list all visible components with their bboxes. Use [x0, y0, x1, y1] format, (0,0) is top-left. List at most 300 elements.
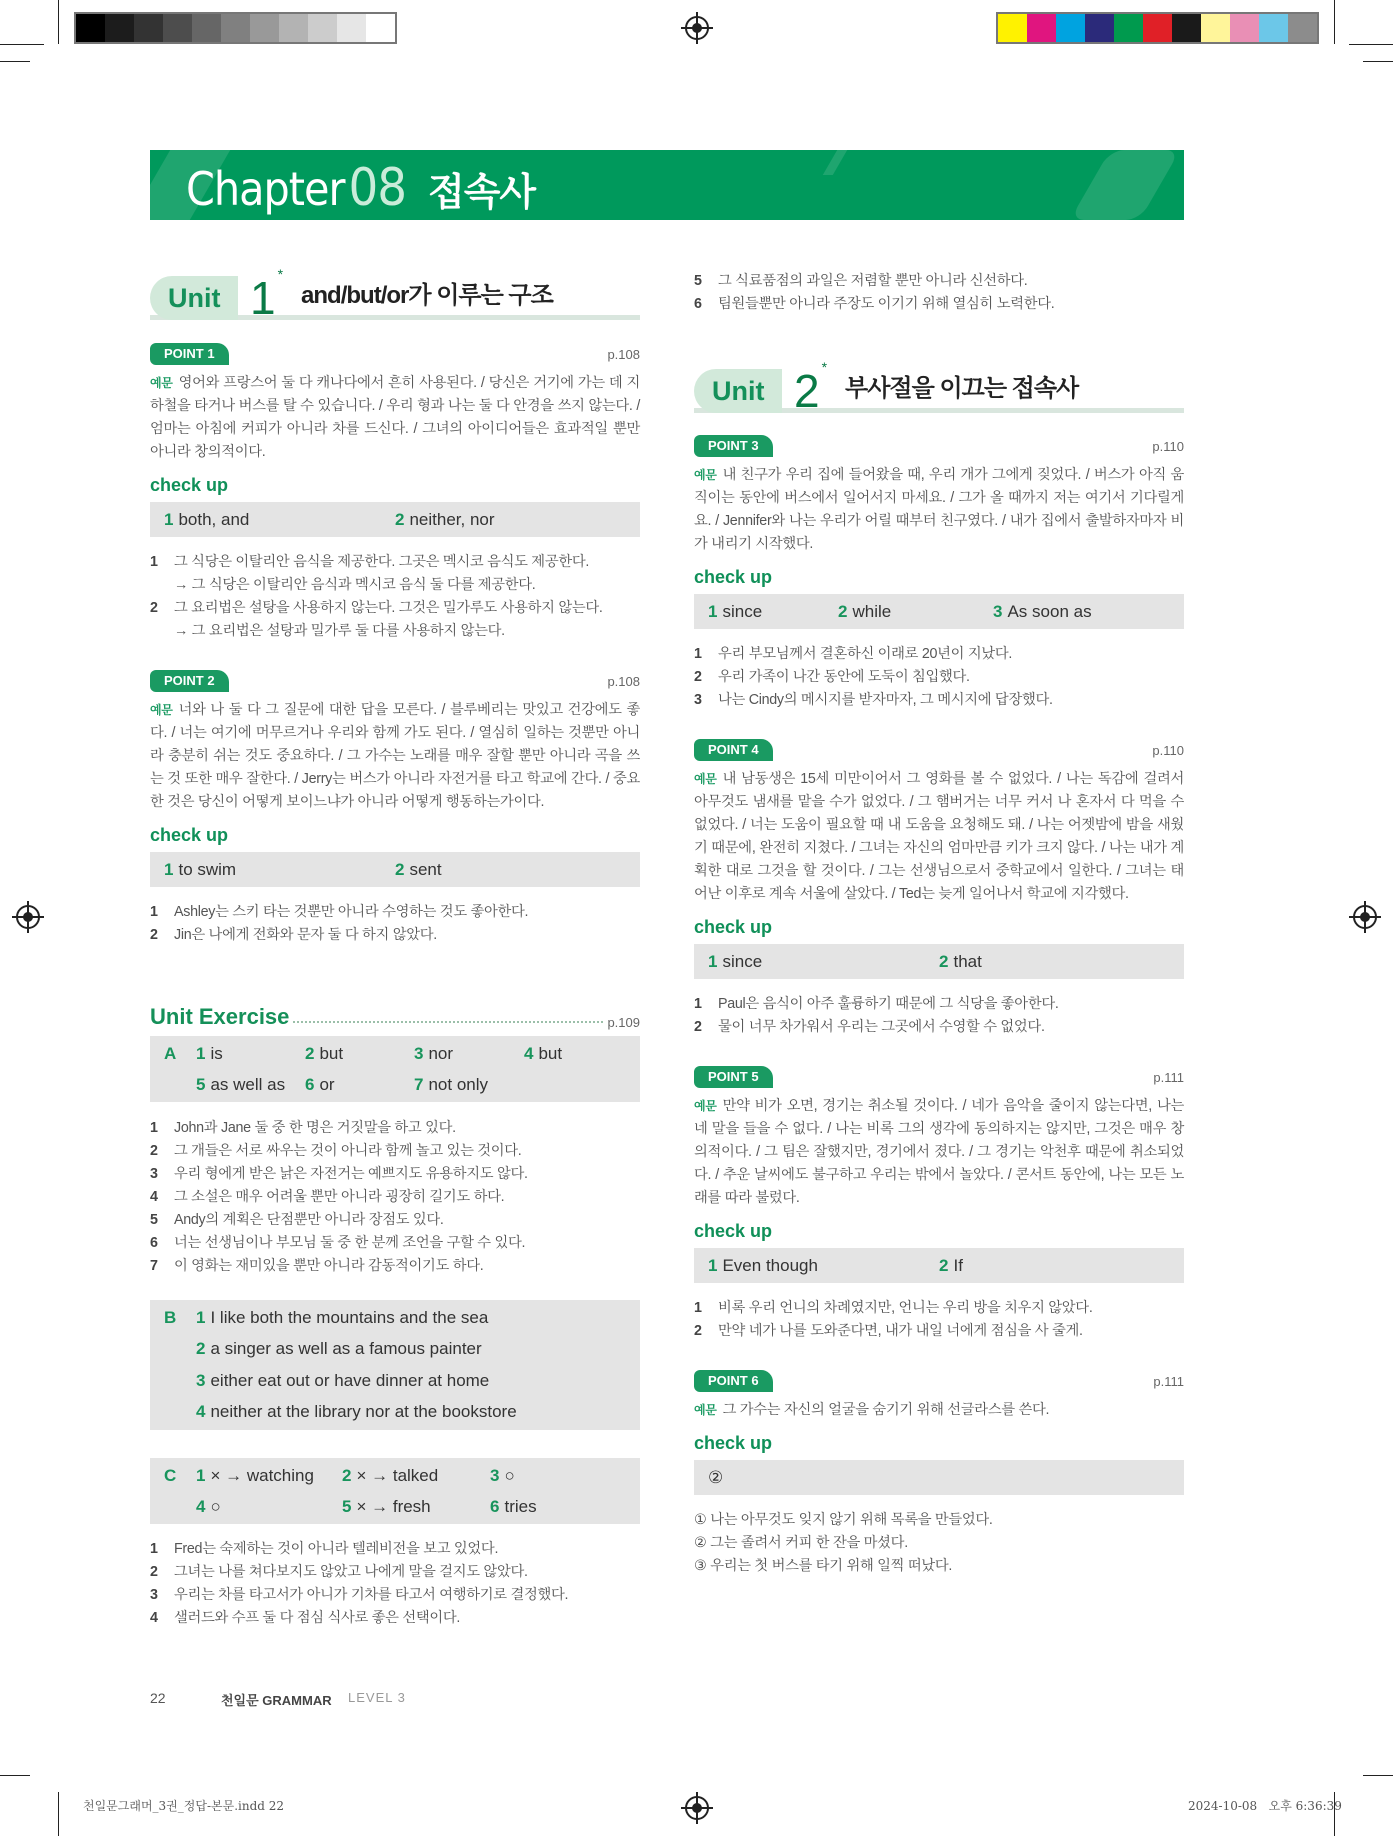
point-4-section	[694, 739, 1184, 1039]
item-number: 3	[150, 1587, 158, 1603]
point-badge: POINT 4	[694, 739, 773, 761]
answer-text: I like both the mountains and the sea	[210, 1307, 489, 1327]
item-text: 샐러드와 수프 둘 다 점심 식사로 좋은 선택이다.	[174, 1610, 461, 1626]
item-number: 1	[694, 996, 702, 1012]
unit-label: Unit	[694, 369, 782, 413]
item-number: 1	[150, 1120, 158, 1136]
exercise-label: B	[164, 1307, 177, 1327]
item-number	[150, 574, 174, 597]
item-number: 1	[694, 646, 702, 662]
point-2-section	[150, 670, 640, 947]
answer	[196, 1497, 342, 1517]
item-text: 팀원들뿐만 아니라 주장도 이기기 위해 열심히 노력한다.	[718, 296, 1055, 312]
answer-number: 1	[196, 1307, 206, 1327]
answer-number: 2	[939, 951, 949, 971]
list-item	[150, 574, 640, 597]
answer-number: 3	[414, 1043, 424, 1063]
answer-number: 1	[708, 951, 718, 971]
crop-mark	[1334, 0, 1335, 44]
list-item	[150, 1186, 640, 1209]
list-item	[694, 270, 1184, 293]
color-swatch	[366, 14, 395, 42]
translation-list	[694, 643, 1184, 712]
crop-mark	[0, 44, 44, 45]
answer-text: or	[319, 1074, 335, 1094]
color-swatch	[250, 14, 279, 42]
exercise-label: A	[164, 1043, 177, 1063]
check-up-heading: check up	[694, 1221, 773, 1241]
answer-text: but	[319, 1043, 344, 1063]
list-item	[150, 1209, 640, 1232]
color-swatch	[105, 14, 134, 42]
answer	[164, 510, 395, 530]
example-text: 영어와 프랑스어 둘 다 캐나다에서 흔히 사용된다. / 당신은 거기에 가는 데 지하철을 타거나 버스를 탈 수 있습니다. / 우리 형과 나는 둘 다 안경을 쓰지 않는다. / 엄마는 아침에 커피가 아니라 차를 드신다. / 그녀의 아이디어들은 효과적일 뿐만 아니라 창의적이다.	[150, 375, 640, 460]
example-text: 내 남동생은 15세 미만이어서 그 영화를 볼 수 없었다. / 나는 독감에 걸려서 아무것도 냄새를 맡을 수가 없었다. / 그 햄버거는 너무 커서 나 혼자서 다 먹을 수 없었다. / 너는 도움이 필요할 때 내 도움을 요청해도 돼. / 나는 어젯밤에 밤을 새웠기 때문에, 완전히 지쳤다. / 그녀는 자신의 엄마만큼 키가 크지 않다. / 나는 내가 계획한 대로 그것을 할 것이다. / 그는 선생님으로서 중학교에서 일한다. / 그녀는 태어난 이후로 계속 서울에 살았다. / Ted는 늦게 일어나서 학교에 지각했다.	[694, 771, 1184, 902]
answer-number: 3	[993, 601, 1003, 621]
list-item	[150, 1584, 640, 1607]
list-item	[694, 993, 1184, 1016]
check-up-heading: check up	[694, 1433, 773, 1453]
answer-number: 3	[490, 1465, 500, 1485]
item-text: → 그 요리법은 설탕과 밀가루 둘 다를 사용하지 않는다.	[174, 623, 505, 639]
example-paragraph	[150, 699, 640, 814]
answer-text: that	[953, 951, 982, 971]
unit-1-header	[150, 266, 640, 324]
list-item	[694, 1297, 1184, 1320]
answer	[524, 1044, 626, 1064]
list-item	[694, 1532, 1184, 1555]
answer	[395, 510, 626, 530]
answer	[708, 602, 838, 622]
answer-text: a singer as well as a famous painter	[210, 1339, 482, 1359]
list-item	[150, 1232, 640, 1255]
list-item	[150, 901, 640, 924]
answer-number: 2	[395, 509, 405, 529]
example-label: 예문	[694, 1099, 717, 1113]
item-number: 2	[150, 1564, 158, 1580]
list-item	[150, 1255, 640, 1278]
item-number: 2	[150, 600, 158, 616]
translation-list	[694, 1509, 1184, 1578]
answer-number: 6	[490, 1496, 500, 1516]
item-text: ③ 우리는 첫 버스를 타기 위해 일찍 떠났다.	[694, 1558, 953, 1574]
translation-list	[150, 901, 640, 947]
color-swatch	[1056, 14, 1085, 42]
point-5-section	[694, 1066, 1184, 1343]
item-text: 비록 우리 언니의 차례였지만, 언니는 우리 방을 치우지 않았다.	[718, 1300, 1093, 1316]
item-text: → 그 식당은 이탈리안 음식과 멕시코 음식 둘 다를 제공한다.	[174, 577, 536, 593]
list-item	[694, 689, 1184, 712]
answer	[490, 1466, 626, 1486]
item-number: 5	[150, 1212, 158, 1228]
dotted-leader	[293, 1021, 603, 1023]
color-swatch	[337, 14, 366, 42]
item-number: 2	[150, 1143, 158, 1159]
point-badge: POINT 2	[150, 670, 229, 692]
chapter-banner	[150, 150, 1184, 220]
chapter-title	[186, 158, 535, 218]
banner-decoration	[823, 150, 847, 175]
answer-text: both, and	[178, 509, 250, 529]
example-text: 내 친구가 우리 집에 들어왔을 때, 우리 개가 그에게 짖었다. / 버스가 아직 움직이는 동안에 버스에서 일어서지 마세요. / 그가 올 때까지 저는 여기서 기다릴게요. / Jennifer와 나는 우리가 어릴 때부터 친구였다. / 내가 집에서 출발하자마자 비가 내리기 시작했다.	[694, 467, 1184, 552]
color-swatch	[163, 14, 192, 42]
check-up-answers	[694, 1460, 1184, 1495]
item-text: 이 영화는 재미있을 뿐만 아니라 감동적이기도 하다.	[174, 1258, 484, 1274]
unit-2-header	[694, 359, 1184, 417]
answer	[414, 1075, 524, 1095]
example-label: 예문	[150, 376, 173, 390]
unit-title: and/but/or가 이루는 구조	[301, 282, 553, 309]
answer	[708, 1468, 1170, 1488]
example-text: 만약 비가 오면, 경기는 취소될 것이다. / 네가 음악을 줄이지 않는다면, 나는 네 말을 들을 수 없다. / 나는 비록 그의 생각에 동의하지는 않지만, 그것은 매우 창의적이다. / 그 팀은 잘했지만, 경기에서 졌다. / 그 경기는 악천후 때문에 취소되었다. / 추운 날씨에도 불구하고 우리는 밖에서 놀았다. / 콘서트 동안에, 나는 모든 노래를 따라 불렀다.	[694, 1098, 1184, 1206]
answer	[196, 1308, 626, 1328]
answer	[342, 1466, 490, 1486]
banner-decoration	[1070, 150, 1180, 220]
answer	[939, 1256, 1170, 1276]
item-number: 5	[694, 273, 702, 289]
answer	[196, 1075, 305, 1095]
example-label: 예문	[694, 772, 717, 786]
answer-text: × → watching	[210, 1465, 314, 1485]
answer	[838, 602, 993, 622]
crop-mark	[58, 1792, 59, 1836]
list-item	[150, 1538, 640, 1561]
item-text: 만약 네가 나를 도와준다면, 내가 내일 너에게 점심을 사 줄게.	[718, 1323, 1083, 1339]
example-paragraph	[694, 1095, 1184, 1210]
color-swatch	[1172, 14, 1201, 42]
check-up-answers	[694, 594, 1184, 629]
answer-number: 4	[524, 1043, 534, 1063]
answer-number: 3	[196, 1370, 206, 1390]
item-text: ② 그는 졸려서 커피 한 잔을 마셨다.	[694, 1535, 908, 1551]
answer-number: 1	[196, 1465, 206, 1485]
point-1-section	[150, 343, 640, 643]
answer	[708, 952, 939, 972]
list-item	[150, 551, 640, 574]
list-item	[150, 620, 640, 643]
answer-number: 2	[342, 1465, 352, 1485]
item-number: 3	[150, 1166, 158, 1182]
answer-text: either eat out or have dinner at home	[210, 1370, 490, 1390]
exercise-a-translations	[150, 1117, 640, 1278]
answer	[196, 1402, 626, 1422]
registration-mark-icon	[1353, 905, 1377, 929]
registration-mark-icon	[685, 1796, 709, 1820]
answer-text: nor	[428, 1043, 454, 1063]
list-item	[150, 597, 640, 620]
list-item	[694, 666, 1184, 689]
answer-number: 2	[305, 1043, 315, 1063]
answer-number: 2	[395, 859, 405, 879]
answer-number: 5	[196, 1074, 206, 1094]
list-item	[694, 1016, 1184, 1039]
page-number: 22	[150, 1690, 166, 1706]
list-item	[694, 293, 1184, 316]
point-header	[694, 1066, 1184, 1088]
answer-number: 2	[939, 1255, 949, 1275]
answer	[305, 1075, 414, 1095]
answer-number: 1	[708, 601, 718, 621]
item-number: 2	[694, 1019, 702, 1035]
list-item	[694, 643, 1184, 666]
item-text: 그녀는 나를 쳐다보지도 않았고 나에게 말을 걸지도 않았다.	[174, 1564, 528, 1580]
check-up-answers	[150, 502, 640, 537]
item-text: 나는 Cindy의 메시지를 받자마자, 그 메시지에 답장했다.	[718, 692, 1053, 708]
color-swatch	[192, 14, 221, 42]
item-text: 너는 선생님이나 부모님 둘 중 한 분께 조언을 구할 수 있다.	[174, 1235, 526, 1251]
answer-text: is	[210, 1043, 223, 1063]
answer-number: 4	[196, 1496, 206, 1516]
slug-filename: 천일문그래머_3권_정답-본문.indd 22	[83, 1799, 285, 1813]
example-paragraph	[150, 372, 640, 464]
page-reference: p.108	[607, 673, 640, 689]
item-text: 우리 부모님께서 결혼하신 이래로 20년이 지났다.	[718, 646, 1013, 662]
chapter-label: Chapter	[186, 162, 345, 216]
list-item	[150, 924, 640, 947]
answer	[196, 1466, 342, 1486]
answer	[342, 1497, 490, 1517]
exercise-c-translations-continued	[694, 270, 1184, 316]
item-number: 2	[694, 669, 702, 685]
check-up-answers	[694, 1248, 1184, 1283]
right-column	[694, 270, 1184, 1578]
exercise-c-answers	[150, 1458, 640, 1524]
answer	[196, 1371, 626, 1391]
example-paragraph	[694, 768, 1184, 906]
unit-exercise-title: Unit Exercise	[150, 1004, 290, 1029]
item-text: 물이 너무 차가워서 우리는 그곳에서 수영할 수 없었다.	[718, 1019, 1045, 1035]
item-number: 7	[150, 1258, 158, 1274]
chapter-number: 08	[348, 158, 406, 218]
crop-mark	[1349, 44, 1393, 45]
answer-number: 6	[305, 1074, 315, 1094]
item-text: Jin은 나에게 전화와 문자 둘 다 하지 않았다.	[174, 927, 437, 943]
item-text: Ashley는 스키 타는 것뿐만 아니라 수영하는 것도 좋아한다.	[174, 904, 529, 920]
answer-text: × → fresh	[356, 1496, 431, 1516]
translation-list	[694, 993, 1184, 1039]
item-number: 2	[694, 1323, 702, 1339]
book-title: 천일문 GRAMMAR	[221, 1693, 332, 1708]
check-up-answers	[694, 944, 1184, 979]
check-up-heading: check up	[694, 567, 773, 587]
exercise-label: C	[164, 1465, 177, 1485]
answer	[164, 860, 395, 880]
crop-mark	[1363, 1775, 1393, 1776]
answer	[993, 602, 1170, 622]
answer-text: sent	[409, 859, 442, 879]
example-text: 그 가수는 자신의 얼굴을 숨기기 위해 선글라스를 쓴다.	[722, 1402, 1050, 1418]
item-text: 그 개들은 서로 싸우는 것이 아니라 함께 놀고 있는 것이다.	[174, 1143, 522, 1159]
point-header	[150, 343, 640, 365]
page-reference: p.108	[607, 346, 640, 362]
item-text: 그 소설은 매우 어려울 뿐만 아니라 굉장히 길기도 하다.	[174, 1189, 505, 1205]
answer	[196, 1044, 305, 1064]
answer-number: 2	[196, 1339, 206, 1359]
page-reference: p.110	[1152, 438, 1184, 454]
item-text: ① 나는 아무것도 잊지 않기 위해 목록을 만들었다.	[694, 1512, 993, 1528]
crop-mark	[1363, 61, 1393, 62]
answer-text: ○	[504, 1465, 515, 1485]
point-6-section	[694, 1370, 1184, 1578]
answer-number: 4	[196, 1402, 206, 1422]
list-item	[150, 1607, 640, 1630]
list-item	[150, 1163, 640, 1186]
point-header	[694, 739, 1184, 761]
item-text: 그 식료품점의 과일은 저렴할 뿐만 아니라 신선하다.	[718, 273, 1028, 289]
answer-text: Even though	[722, 1255, 818, 1275]
answer-number: 1	[164, 509, 174, 529]
item-text: Fred는 숙제하는 것이 아니라 텔레비전을 보고 있었다.	[174, 1541, 499, 1557]
answer-text: If	[953, 1255, 963, 1275]
registration-mark-icon	[16, 905, 40, 929]
registration-mark-icon	[685, 16, 709, 40]
item-text: 우리 가족이 나간 동안에 도둑이 침입했다.	[718, 669, 970, 685]
item-number: 6	[150, 1235, 158, 1251]
list-item	[694, 1320, 1184, 1343]
page-reference: p.111	[1153, 1069, 1184, 1085]
item-number: 1	[150, 1541, 158, 1557]
answer-text: as well as	[210, 1074, 286, 1094]
process-color-bar	[996, 12, 1319, 44]
color-swatch	[76, 14, 105, 42]
check-up-heading: check up	[150, 825, 229, 845]
example-paragraph	[694, 1399, 1184, 1422]
unit-label: Unit	[150, 276, 238, 320]
item-text: 그 요리법은 설탕을 사용하지 않는다. 그것은 밀가루도 사용하지 않는다.	[174, 600, 603, 616]
item-text: Andy의 계획은 단점뿐만 아니라 장점도 있다.	[174, 1212, 444, 1228]
exercise-b-answers	[150, 1300, 640, 1430]
answer-number: 5	[342, 1496, 352, 1516]
point-header	[150, 670, 640, 692]
answer-text: since	[722, 601, 763, 621]
color-swatch	[134, 14, 163, 42]
item-number: 1	[150, 904, 158, 920]
list-item	[150, 1140, 640, 1163]
check-up-heading: check up	[150, 475, 229, 495]
color-swatch	[221, 14, 250, 42]
color-swatch	[1288, 14, 1317, 42]
example-label: 예문	[150, 703, 173, 717]
item-text: Paul은 음식이 아주 훌륭하기 때문에 그 식당을 좋아한다.	[718, 996, 1059, 1012]
unit-exercise	[150, 1002, 640, 1630]
answer-number: 1	[708, 1255, 718, 1275]
translation-list	[694, 1297, 1184, 1343]
point-badge: POINT 1	[150, 343, 229, 365]
answer-text: not only	[428, 1074, 489, 1094]
unit-number: 2	[794, 365, 820, 417]
example-paragraph	[694, 464, 1184, 556]
answer-number: 1	[196, 1043, 206, 1063]
item-number: 4	[150, 1610, 158, 1626]
point-badge: POINT 5	[694, 1066, 773, 1088]
item-number: 4	[150, 1189, 158, 1205]
exercise-a-answers	[150, 1036, 640, 1102]
point-badge: POINT 6	[694, 1370, 773, 1392]
item-number: 6	[694, 296, 702, 312]
crop-mark	[0, 61, 30, 62]
answer-text: As soon as	[1007, 601, 1092, 621]
point-header	[694, 435, 1184, 457]
star-icon: *	[277, 266, 284, 282]
left-column	[150, 266, 640, 1630]
slug-timestamp: 2024-10-08 오후 6:36:39	[1188, 1799, 1342, 1813]
exercise-c-translations	[150, 1538, 640, 1630]
example-text: 너와 나 둘 다 그 질문에 대한 답을 모른다. / 블루베리는 맛있고 건강에도 좋다. / 너는 여기에 머무르거나 우리와 함께 가도 된다. / 열심히 일하는 것뿐만 아니라 충분히 쉬는 것도 중요하다. / 그 가수는 노래를 매우 잘할 뿐만 아니라 곡을 쓰는 것 또한 매우 잘한다. / Jerry는 버스가 아니라 자전거를 타고 학교에 간다. / 중요한 것은 당신이 어떻게 보이느냐가 아니라 어떻게 행동하는가이다.	[150, 702, 640, 810]
color-swatch	[1085, 14, 1114, 42]
answer-text: ○	[210, 1496, 221, 1516]
crop-mark	[58, 0, 59, 44]
color-swatch	[1201, 14, 1230, 42]
color-swatch	[1259, 14, 1288, 42]
page-reference: p.109	[607, 1015, 640, 1030]
answer	[395, 860, 626, 880]
answer-number: 1	[164, 859, 174, 879]
answer	[708, 1256, 939, 1276]
answer-number: 2	[838, 601, 848, 621]
item-number: 2	[150, 927, 158, 943]
answer-text: neither at the library nor at the bookstore	[210, 1402, 517, 1422]
example-label: 예문	[694, 1403, 717, 1417]
color-swatch	[1230, 14, 1259, 42]
unit-number: 1	[250, 272, 276, 324]
chapter-name: 접속사	[428, 170, 536, 214]
answer	[939, 952, 1170, 972]
answer-number: 7	[414, 1074, 424, 1094]
item-number: 3	[694, 692, 702, 708]
answer-text: tries	[504, 1496, 537, 1516]
point-3-section	[694, 435, 1184, 712]
list-item	[150, 1117, 640, 1140]
crop-mark	[0, 1775, 30, 1776]
item-number: 1	[150, 554, 158, 570]
answer	[414, 1044, 524, 1064]
color-swatch	[998, 14, 1027, 42]
page-reference: p.110	[1152, 742, 1184, 758]
answer-text: but	[538, 1043, 563, 1063]
answer	[305, 1044, 414, 1064]
item-text: 우리는 차를 타고서가 아니가 기차를 타고서 여행하기로 결정했다.	[174, 1587, 569, 1603]
list-item	[694, 1509, 1184, 1532]
color-swatch	[1143, 14, 1172, 42]
answer-text: to swim	[178, 859, 237, 879]
check-up-answers	[150, 852, 640, 887]
answer-text: × → talked	[356, 1465, 439, 1485]
point-badge: POINT 3	[694, 435, 773, 457]
item-number: 1	[694, 1300, 702, 1316]
gray-color-bar	[74, 12, 397, 44]
translation-list	[150, 551, 640, 643]
item-number	[150, 620, 174, 643]
answer-text: neither, nor	[409, 509, 495, 529]
list-item	[150, 1561, 640, 1584]
answer-text: since	[722, 951, 763, 971]
point-header	[694, 1370, 1184, 1392]
page-reference: p.111	[1153, 1373, 1184, 1389]
star-icon: *	[821, 359, 828, 375]
answer	[490, 1497, 626, 1517]
color-swatch	[279, 14, 308, 42]
check-up-heading: check up	[694, 917, 773, 937]
answer	[196, 1339, 626, 1359]
unit-exercise-header	[150, 1002, 640, 1030]
example-label: 예문	[694, 468, 717, 482]
item-text: John과 Jane 둘 중 한 명은 거짓말을 하고 있다.	[174, 1120, 456, 1136]
item-text: 그 식당은 이탈리안 음식을 제공한다. 그곳은 멕시코 음식도 제공한다.	[174, 554, 590, 570]
list-item	[694, 1555, 1184, 1578]
item-text: 우리 형에게 받은 낡은 자전거는 예쁘지도 유용하지도 않다.	[174, 1166, 528, 1182]
color-swatch	[308, 14, 337, 42]
answer-text: ②	[708, 1467, 724, 1487]
